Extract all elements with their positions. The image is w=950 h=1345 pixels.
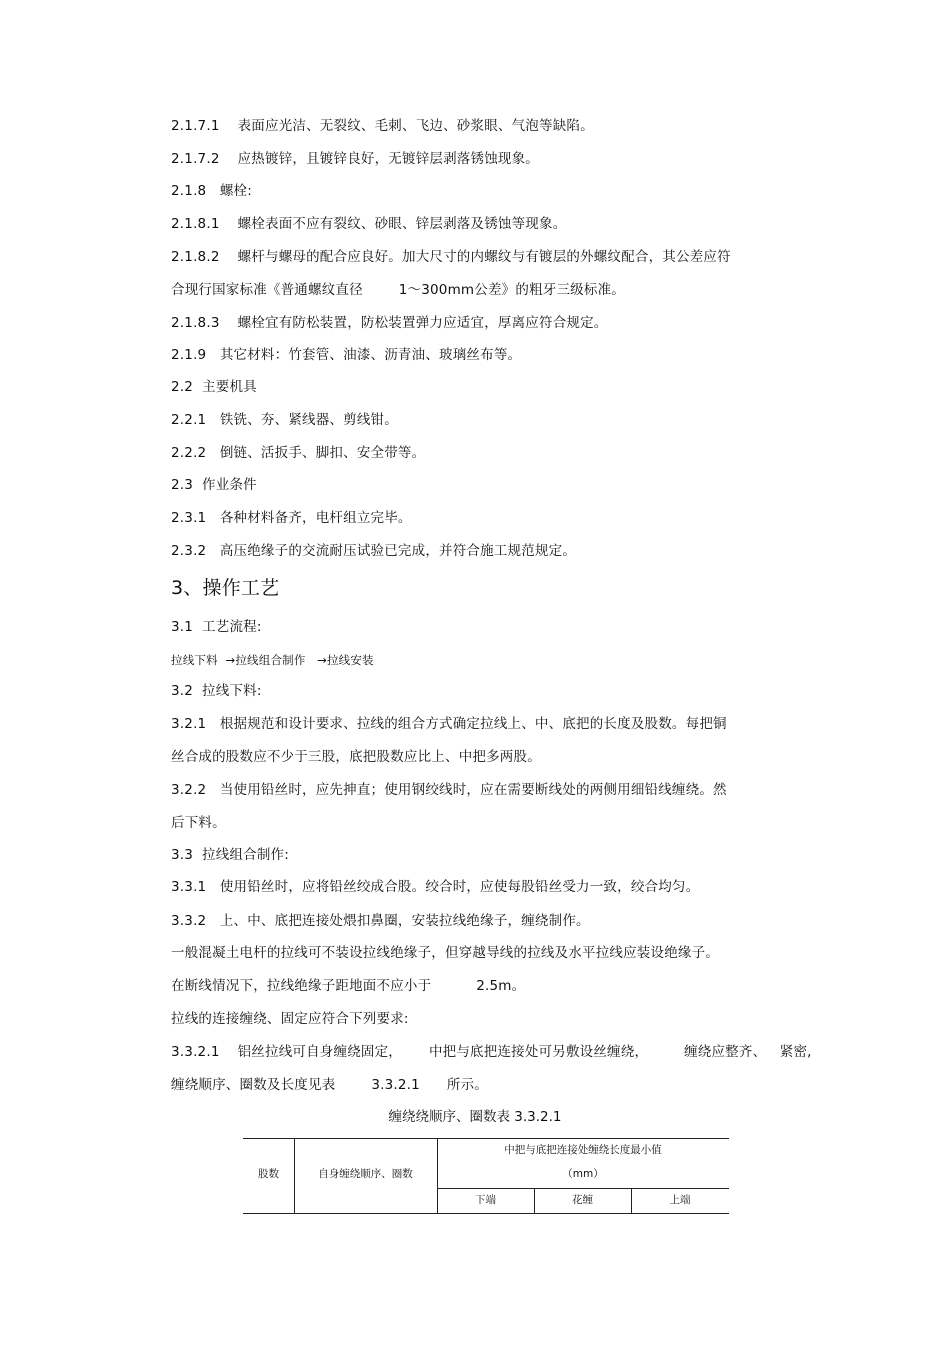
- clause-3-3-2-1-cont: 缠绕顺序、圈数及长度见表 3.3.2.1 所示。: [171, 1077, 489, 1093]
- subheader-lower: 下端: [475, 1194, 496, 1206]
- section-3-2: 3.2 拉线下料:: [171, 683, 262, 699]
- clause-2-1-8-2-cont: 合现行国家标准《普通螺纹直径 1～300mm公差》的粗牙三级标准。: [171, 282, 625, 298]
- process-flow: 拉线下料 →拉线组合制作 →拉线安装: [171, 653, 374, 667]
- clause-2-1-8-3: 2.1.8.3 螺栓宜有防松装置，防松装置弹力应适宜，厚离应符合规定。: [171, 315, 608, 331]
- section-3-heading: 3、操作工艺: [171, 577, 280, 599]
- table-rule-top: [243, 1138, 729, 1139]
- clause-2-1-9: 2.1.9 其它材料：竹套管、油漆、沥青油、玻璃丝布等。: [171, 347, 522, 363]
- table-caption: 缠绕绕顺序、圈数表 3.3.2.1: [388, 1109, 562, 1125]
- section-3-1: 3.1 工艺流程:: [171, 619, 262, 635]
- clause-3-3-2-1: 3.3.2.1 铝丝拉线可自身缠绕固定， 中把与底把连接处可另敷设丝缠绕， 缠绕应整齐、 紧密,: [171, 1044, 812, 1060]
- wrap-table: [243, 1138, 729, 1214]
- clause-2-1-7-1: 2.1.7.1 表面应光洁、无裂纹、毛刺、飞边、砂浆眼、气泡等缺陷。: [171, 118, 594, 134]
- subheader-flower: 花缠: [572, 1194, 593, 1206]
- clause-3-2-1: 3.2.1 根据规范和设计要求、拉线的组合方式确定拉线上、中、底把的长度及股数。每把铜: [171, 716, 727, 732]
- section-2-2: 2.2 主要机具: [171, 379, 257, 395]
- section-3-3: 3.3 拉线组合制作:: [171, 847, 290, 863]
- clause-2-3-1: 2.3.1 各种材料备齐，电杆组立完毕。: [171, 510, 412, 526]
- clause-2-3-2: 2.3.2 高压绝缘子的交流耐压试验已完成，并符合施工规范规定。: [171, 543, 577, 559]
- clause-2-1-8: 2.1.8 螺栓:: [171, 183, 252, 199]
- clause-2-1-8-1: 2.1.8.1 螺栓表面不应有裂纹、砂眼、锌层剥落及锈蚀等现象。: [171, 216, 567, 232]
- subheader-upper: 上端: [669, 1194, 691, 1206]
- header-self-wrap: 自身缠绕顺序、圈数: [318, 1168, 413, 1180]
- clause-3-2-2-cont: 后下料。: [171, 815, 226, 831]
- section-2-3: 2.3 作业条件: [171, 477, 257, 493]
- clause-3-3-1: 3.3.1 使用铅丝时，应将铅丝绞成合股。绞合时，应使每股铅丝受力一致，绞合均匀。: [171, 879, 700, 895]
- clause-3-3-2: 3.3.2 上、中、底把连接处煨扣鼻圈，安装拉线绝缘子，缠绕制作。: [171, 913, 590, 929]
- clause-2-2-1: 2.2.1 铁铣、夯、紧线器、剪线钳。: [171, 412, 398, 428]
- paragraph-requirements: 拉线的连接缠绕、固定应符合下列要求:: [171, 1011, 409, 1027]
- table-rule-mid: [437, 1188, 729, 1189]
- header-min-length-unit: （mm）: [562, 1168, 604, 1180]
- clause-3-2-2: 3.2.2 当使用铅丝时，应先抻直；使用钢绞线时，应在需要断线处的两侧用细铅线缠绕。然: [171, 782, 727, 798]
- paragraph-insulator: 一般混凝土电杆的拉线可不装设拉线绝缘子，但穿越导线的拉线及水平拉线应装设绝缘子。: [171, 945, 719, 961]
- clause-2-2-2: 2.2.2 倒链、活扳手、脚扣、安全带等。: [171, 445, 426, 461]
- clause-2-1-8-2: 2.1.8.2 螺杆与螺母的配合应良好。加大尺寸的内螺纹与有镀层的外螺纹配合，其公差应符: [171, 249, 731, 265]
- clause-3-2-1-cont: 丝合成的股数应不少于三股，底把股数应比上、中把多两股。: [171, 749, 541, 765]
- table-rule-bottom: [243, 1213, 729, 1214]
- clause-2-1-7-2: 2.1.7.2 应热镀锌，且镀锌良好，无镀锌层剥落锈蚀现象。: [171, 151, 539, 167]
- header-min-length: 中把与底把连接处缠绕长度最小值: [504, 1144, 662, 1156]
- paragraph-distance: 在断线情况下，拉线绝缘子距地面不应小于 2.5m。: [171, 978, 526, 994]
- header-strands: 股数: [258, 1168, 279, 1180]
